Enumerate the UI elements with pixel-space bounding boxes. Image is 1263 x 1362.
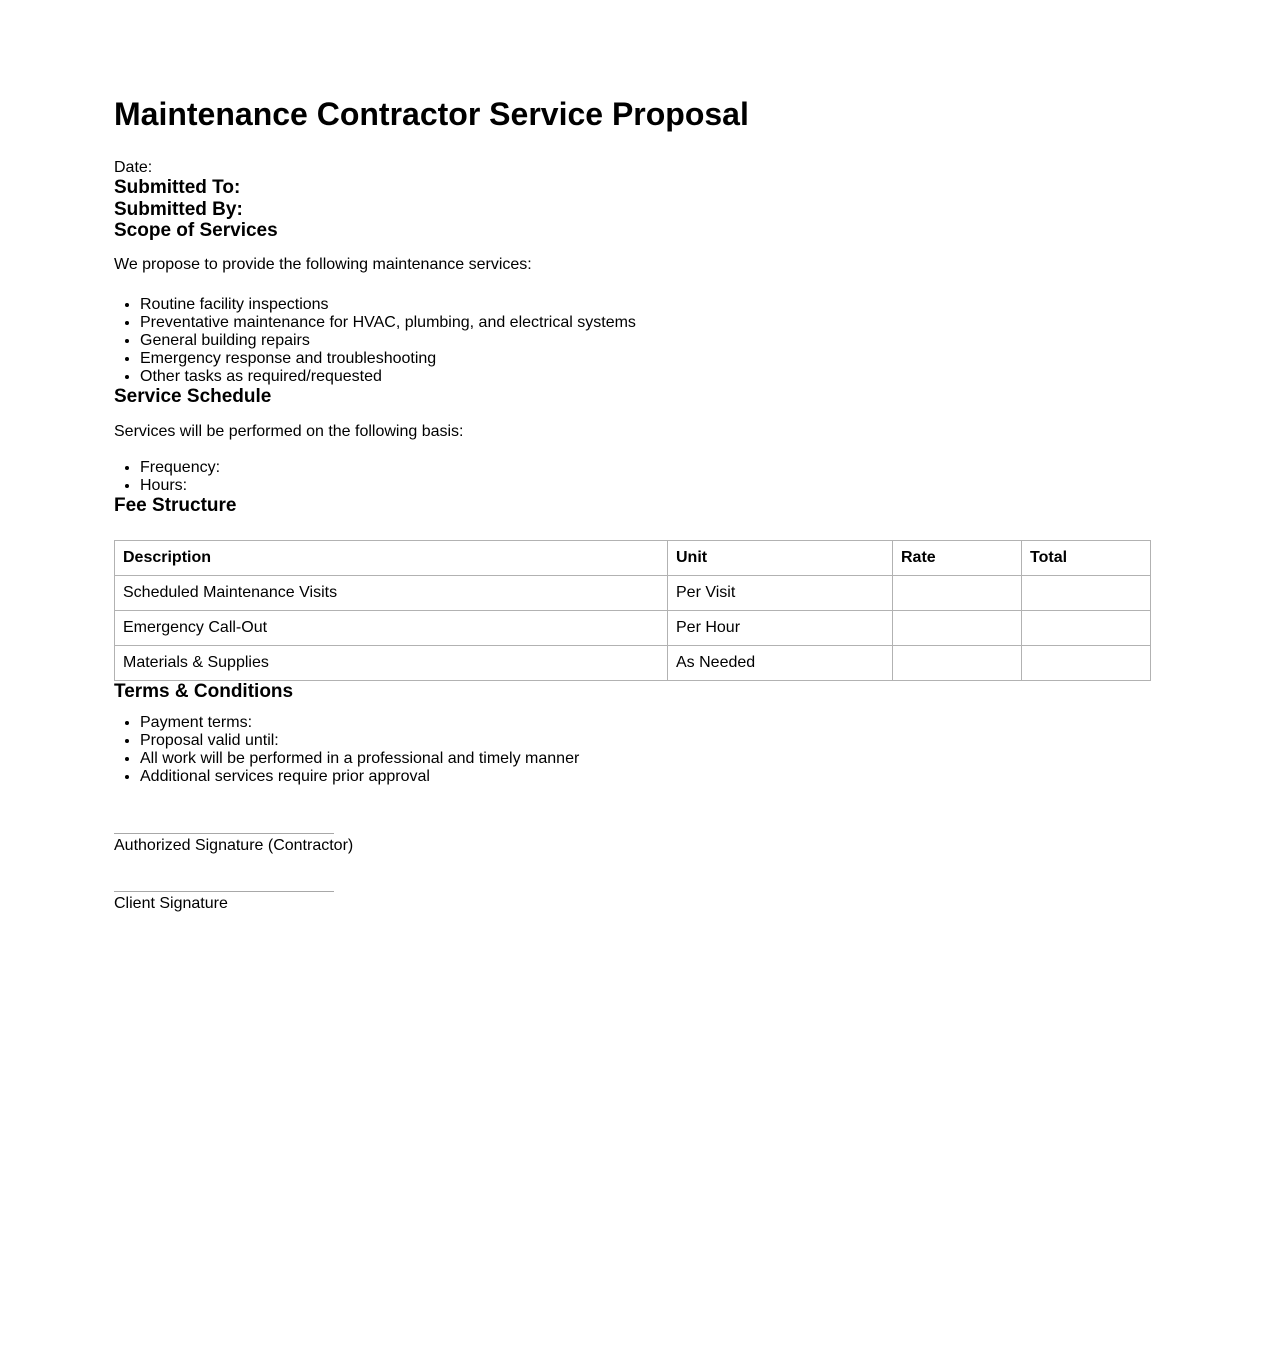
column-header-rate: Rate: [893, 541, 1022, 576]
document-title: Maintenance Contractor Service Proposal: [114, 96, 749, 132]
terms-list: [114, 714, 1150, 786]
schedule-list: [114, 459, 1150, 495]
terms-item: • Additional services require prior approval: [140, 768, 1150, 786]
date-label: Date:: [114, 158, 153, 176]
cell-rate: [893, 611, 1022, 646]
contractor-signature-label: Authorized Signature (Contractor): [114, 836, 354, 854]
cell-total: [1022, 646, 1151, 681]
fee-table: [114, 540, 1151, 681]
cell-total: [1022, 576, 1151, 611]
fee-structure-heading: Fee Structure: [114, 495, 237, 517]
scope-item: • Emergency response and troubleshooting: [140, 350, 1150, 368]
cell-description: Emergency Call-Out: [115, 611, 668, 646]
column-header-unit: Unit: [668, 541, 893, 576]
cell-unit: Per Visit: [668, 576, 893, 611]
cell-unit: Per Hour: [668, 611, 893, 646]
cell-rate: [893, 646, 1022, 681]
submitted-by-heading: Submitted By:: [114, 198, 243, 220]
scope-of-services-heading: Scope of Services: [114, 220, 278, 242]
terms-conditions-heading: Terms & Conditions: [114, 681, 294, 703]
scope-list: [114, 296, 1150, 386]
scope-item: • Routine facility inspections: [140, 296, 1150, 314]
terms-item: • All work will be performed in a professional and timely manner: [140, 750, 1150, 768]
contractor-signature-line: [114, 833, 334, 834]
table-row: [115, 576, 1151, 611]
table-row: [115, 646, 1151, 681]
cell-total: [1022, 611, 1151, 646]
scope-intro-text: We propose to provide the following maintenance services:: [114, 256, 532, 274]
fee-table-header-row: [115, 541, 1151, 576]
client-signature-line: [114, 891, 334, 892]
cell-description: Materials & Supplies: [115, 646, 668, 681]
service-schedule-heading: Service Schedule: [114, 386, 272, 408]
scope-item: • General building repairs: [140, 332, 1150, 350]
client-signature-block: [114, 891, 334, 913]
cell-description: Scheduled Maintenance Visits: [115, 576, 668, 611]
submitted-to-heading: Submitted To:: [114, 176, 241, 198]
table-row: [115, 611, 1151, 646]
column-header-total: Total: [1022, 541, 1151, 576]
schedule-item: • Hours:: [140, 477, 1150, 495]
cell-rate: [893, 576, 1022, 611]
contractor-signature-block: [114, 833, 354, 855]
client-signature-label: Client Signature: [114, 894, 228, 912]
scope-item: • Preventative maintenance for HVAC, plumbing, and electrical systems: [140, 314, 1150, 332]
terms-item: • Proposal valid until:: [140, 732, 1150, 750]
schedule-intro-text: Services will be performed on the following basis:: [114, 423, 464, 441]
column-header-description: Description: [115, 541, 668, 576]
terms-item: • Payment terms:: [140, 714, 1150, 732]
schedule-item: • Frequency:: [140, 459, 1150, 477]
scope-item: • Other tasks as required/requested: [140, 368, 1150, 386]
cell-unit: As Needed: [668, 646, 893, 681]
